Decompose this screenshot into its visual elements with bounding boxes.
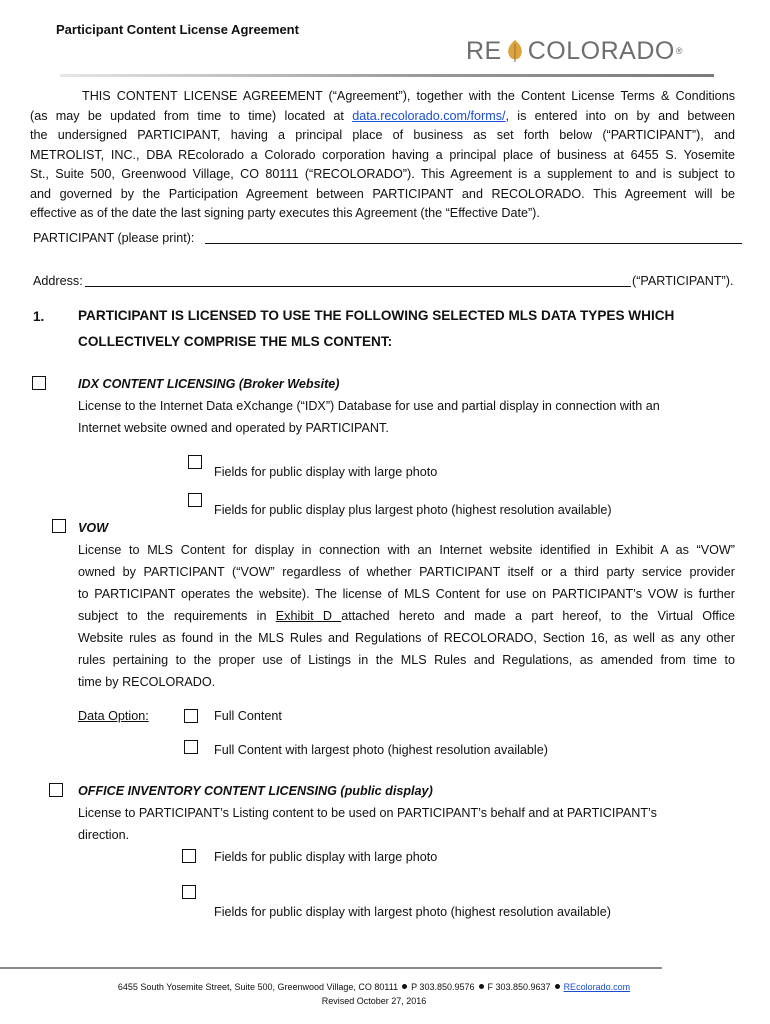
office-inventory-checkbox[interactable] xyxy=(49,783,63,797)
forms-link[interactable]: data.recolorado.com/forms/ xyxy=(352,108,506,123)
vow-line-7: time by RECOLORADO. xyxy=(78,675,216,689)
idx-large-photo-checkbox[interactable] xyxy=(188,455,202,469)
registered-mark: ® xyxy=(675,46,683,56)
bullet-icon xyxy=(555,984,560,989)
address-label: Address: xyxy=(33,274,83,288)
participant-label: PARTICIPANT (please print): xyxy=(33,231,195,245)
logo-text-re: RE xyxy=(466,36,502,65)
office-large-photo-checkbox[interactable] xyxy=(182,849,196,863)
office-largest-photo-label: Fields for public display with largest photo (highest resolution available) xyxy=(214,905,611,919)
intro-line-5: St., Suite 500, Greenwood Village, CO 80111 (“RECOLORADO”). This Agreement is a supplement to and is subject to xyxy=(30,167,735,181)
idx-description-line-1: License to the Internet Data eXchange (“IDX”) Database for use and partial display in connection with an xyxy=(78,399,660,413)
recolorado-logo xyxy=(466,36,682,66)
intro-line-1: THIS CONTENT LICENSE AGREEMENT (“Agreement”), together with the Content License Terms & Conditions xyxy=(82,89,735,103)
vow-line-2: owned by PARTICIPANT (“VOW” regardless of whether PARTICIPANT itself or a third party service provider xyxy=(78,565,735,579)
idx-title: IDX CONTENT LICENSING (Broker Website) xyxy=(78,377,340,391)
idx-large-photo-label: Fields for public display with large photo xyxy=(214,465,438,479)
bullet-icon xyxy=(402,984,407,989)
intro-line-7: effective as of the date the last signing party executes this Agreement (the “Effective Date”). xyxy=(30,206,540,220)
footer-website-link[interactable]: REcolorado.com xyxy=(563,982,631,992)
intro-line-3: the undersigned PARTICIPANT, having a principal place of business as set forth below (“PARTICIPANT”), and xyxy=(30,128,735,142)
vow-line-5: Website rules as found in the MLS Rules and Regulations of RECOLORADO, Section 16, as well as any other xyxy=(78,631,735,645)
vow-line-6: rules pertaining to the proper use of Listings in the MLS Rules and Regulations, as amended from time to xyxy=(78,653,735,667)
section-number: 1. xyxy=(33,309,45,324)
full-content-label: Full Content xyxy=(214,709,282,723)
idx-description-line-2: Internet website owned and operated by PARTICIPANT. xyxy=(78,421,389,435)
intro-line-6: and governed by the Participation Agreement between PARTICIPANT and RECOLORADO. This Agreement will be xyxy=(30,186,735,201)
vow-line-3: to PARTICIPANT operates the website). The license of MLS Content for use on PARTICIPANT’s VOW is further xyxy=(78,587,735,601)
footer-contact-line xyxy=(0,982,748,992)
office-inventory-line-1: License to PARTICIPANT’s Listing content to be used on PARTICIPANT’s behalf and at PARTICIPANT’s xyxy=(78,806,657,820)
idx-largest-photo-checkbox[interactable] xyxy=(188,493,202,507)
section-heading-line-2: COLLECTIVELY COMPRISE THE MLS CONTENT: xyxy=(78,334,393,349)
office-inventory-title: OFFICE INVENTORY CONTENT LICENSING (public display) xyxy=(78,784,433,798)
section-heading-line-1: PARTICIPANT IS LICENSED TO USE THE FOLLOWING SELECTED MLS DATA TYPES WHICH xyxy=(78,308,675,323)
footer-divider xyxy=(0,967,662,969)
idx-checkbox[interactable] xyxy=(32,376,46,390)
address-field[interactable] xyxy=(85,286,631,287)
vow-checkbox[interactable] xyxy=(52,519,66,533)
office-large-photo-label: Fields for public display with large photo xyxy=(214,850,438,864)
footer-address: 6455 South Yosemite Street, Suite 500, Greenwood Village, CO 80111 xyxy=(117,982,399,992)
document-title: Participant Content License Agreement xyxy=(56,22,299,37)
full-content-largest-photo-label: Full Content with largest photo (highest resolution available) xyxy=(214,743,548,757)
exhibit-d-reference: Exhibit D xyxy=(275,609,342,623)
footer-revised: Revised October 27, 2016 xyxy=(321,996,427,1006)
logo-text-colorado: COLORADO xyxy=(527,36,675,65)
office-inventory-line-2: direction. xyxy=(78,828,130,842)
intro-line-2: (as may be updated from time to time) located at data.recolorado.com/forms/, is entered into on by and between xyxy=(30,108,736,123)
aspen-leaf-icon xyxy=(506,39,524,63)
office-largest-photo-checkbox[interactable] xyxy=(182,885,196,899)
idx-largest-photo-label: Fields for public display plus largest photo (highest resolution available) xyxy=(214,503,612,517)
footer-phone: P 303.850.9576 xyxy=(411,982,475,992)
participant-name-field[interactable] xyxy=(205,243,742,244)
full-content-largest-photo-checkbox[interactable] xyxy=(184,740,198,754)
header-divider xyxy=(60,74,714,77)
intro-line-4: METROLIST, INC., DBA REcolorado a Colorado corporation having a principal place of business at 6455 S. Yosemite xyxy=(30,147,735,162)
bullet-icon xyxy=(479,984,484,989)
footer-fax: F 303.850.9637 xyxy=(487,982,551,992)
vow-title: VOW xyxy=(78,521,109,535)
address-suffix: (“PARTICIPANT”). xyxy=(632,274,734,288)
vow-line-1: License to MLS Content for display in connection with an Internet website identified in Exhibit A as “VOW” xyxy=(78,543,735,557)
data-option-label: Data Option: xyxy=(78,709,149,723)
full-content-checkbox[interactable] xyxy=(184,709,198,723)
vow-line-4: subject to the requirements in Exhibit D attached hereto and made a part hereof, to the Virtual Office xyxy=(78,609,735,623)
